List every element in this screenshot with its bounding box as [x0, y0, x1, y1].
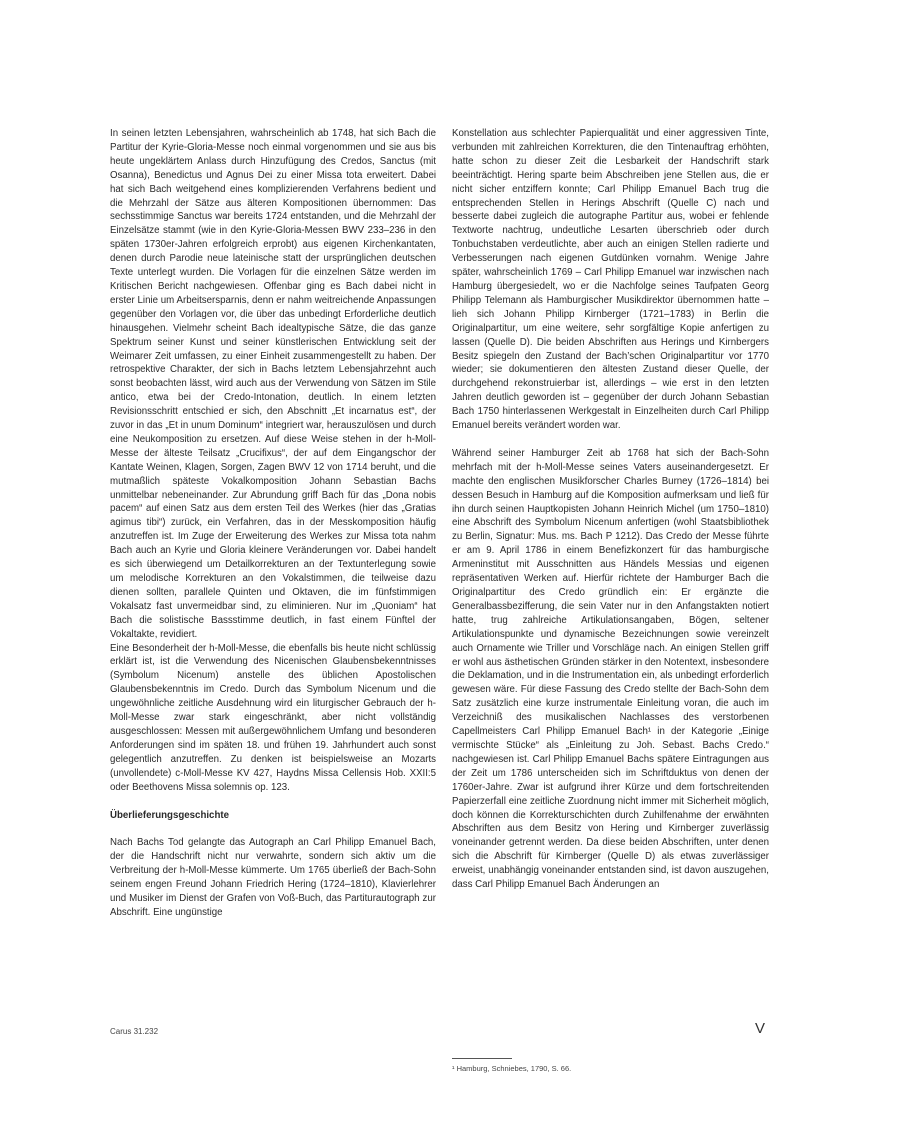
left-column [110, 127, 436, 920]
right-column [452, 127, 769, 892]
paragraph: Konstellation aus schlechter Papierqualität und einer aggressiven Tinte, verbunden mit zahlreichen Korrekturen, die den Tintenauftrag erhöhten, hatte schon zu dieser Zeit die Lesbarkeit der Handschrift stark beeinträchtigt. Hering sparte beim Abschreiben jene Stellen aus, die er nicht sicher entziffern konnte; Carl Philipp Emanuel Bach trug die entsprechenden Stellen in Herings Abschrift (Quelle C) nach und besserte dabei zugleich die autographe Partitur aus, wobei er fehlende Textworte nachtrug, undeutliche Lesarten überschrieb oder durch Tonbuchstaben verdeutlichte, aber auch an einigen Stellen radierte und Verbesserungen nach eigenen Gutdünken vornahm. Wenige Jahre später, wahrscheinlich 1769 – Carl Philipp Emanuel war inzwischen nach Hamburg übergesiedelt, wo er die Nachfolge seines Taufpaten Georg Philipp Telemann als Hamburgischer Musikdirektor übernommen hatte – lieh sich Johann Philipp Kirnberger (1721–1783) in Berlin die Originalpartitur, um eine weitere, sehr sorgfältige Kopie anfertigen zu lassen (Quelle D). Die beiden Abschriften aus Herings und Kirnbergers Besitz spiegeln den Zustand der Bach’schen Originalpartitur vor 1770 wieder; sie dokumentieren den ältesten Zustand dieser Quelle, der durchgehend rekonstruierbar ist, allerdings – wie erst in den letzten Jahren deutlich geworden ist – gegenüber der durch Johann Sebastian Bach 1750 hinterlassenen Werkgestalt in Einzelheiten durch Carl Philipp Emanuel bereits verändert worden war. [452, 128, 769, 432]
paragraph: Eine Besonderheit der h-Moll-Messe, die ebenfalls bis heute nicht schlüssig erklärt ist, ist die Verwendung des Nicenischen Glaubensbekenntnisses (Symbolum Nicenum) anstelle des üblichen Apostolischen Glaubensbekenntnis im Credo. Durch das Symbolum Nicenum und die ungewöhnliche zeitliche Ausdehnung wird ein liturgischer Gebrauch der h-Moll-Messe zwar stark eingeschränkt, aber nicht vollständig ausgeschlossen: Messen mit außergewöhnlichem Umfang und besonderen Anforderungen sind im späten 18. und frühen 19. Jahrhundert auch sonst gelegentlich anzutreffen. Zu denken ist beispielsweise an Mozarts (unvollendete) c-Moll-Messe KV 427, Haydns Missa Cellensis Hob. XXII:5 oder Beethovens Missa solemnis op. 123. [110, 642, 436, 793]
paragraph: Nach Bachs Tod gelangte das Autograph an Carl Philipp Emanuel Bach, der die Handschrift nicht nur verwahrte, sondern sich aktiv um die Verbreitung der h-Moll-Messe kümmerte. Um 1765 überließ der Bach-Sohn seinem engen Freund Johann Friedrich Hering (1724–1810), Klavierlehrer und Musiker im Dienst der Grafen von Voß-Buch, das Partiturautograph zur Abschrift. Eine ungünstige [110, 837, 436, 918]
section-heading: Überlieferungsgeschichte [110, 809, 229, 821]
paragraph: In seinen letzten Lebensjahren, wahrscheinlich ab 1748, hat sich Bach die Partitur der Kyrie-Gloria-Messe noch einmal vorgenommen und sie aus bis heute ungeklärtem Anlass durch Hinzufügung des Credos, Sanctus (mit Osanna), Benedictus und Agnus Dei zu einer Missa tota erweitert. Dabei hat sich Bach weitgehend eines komplizierenden Verfahrens bedient und die Mehrzahl der Sätze aus älteren Kompositionen übernommen: Das sechsstimmige Sanctus war bereits 1724 entstanden, und die Mehrzahl der Einzelsätze stammt (wie in den Kyrie-Gloria-Messen BWV 233–236 in den späten 1730er-Jahren erfolgreich erprobt) aus eigenen Kirchenkantaten, denen durch Parodie neue lateinische statt der ursprünglichen deutschen Texte unterlegt wurden. Die Vorlagen für die einzelnen Sätze werden im Kritischen Bericht nachgewiesen. Offenbar ging es Bach dabei nicht in erster Linie um Arbeitsersparnis, denn er nahm weitreichende Anpassungen gegenüber den Vorlagen vor, die über das unbedingt Erforderliche deutlich hinausgehen. Vielmehr scheint Bach idealtypische Sätze, die das ganze Spektrum seiner Kunst und seiner künstlerischen Entwicklung seit der Weimarer Zeit umfassen, zu einer Einheit zusammengestellt zu haben. Der retrospektive Charakter, der sich in Bachs letztem Lebensjahrzehnt auch sonst beobachten lässt, wird auch aus der Verwendung von Sätzen im Stile antico, etwa bei der Credo-Intonation, deutlich. In einem letzten Revisionsschritt entschied er sich, den Abschnitt „Et incarnatus est“, der zuvor in das „Et in unum Dominum“ integriert war, herauszulösen und durch eine Neukomposition zu ersetzen. Auf diese Weise stehen in der h-Moll-Messe der älteste Teilsatz „Crucifixus“, der auf dem Eingangschor der Kantate Weinen, Klagen, Sorgen, Zagen BWV 12 von 1714 beruht, und die mutmaßlich späteste Vokalkomposition Johann Sebastian Bachs unmittelbar nebeneinander. Zur Abrundung griff Bach für das „Dona nobis pacem“ auf einen Satz aus dem ersten Teil des Werkes (hier das „Gratias agimus tibi“) zurück, ein Verfahren, das in der Messkomposition häufig anzutreffen ist. Im Zuge der Erweiterung des Werkes zur Missa tota nahm Bach auch an Kyrie und Gloria kleinere Veränderungen vor. Dabei handelt es sich überwiegend um Detailkorrekturen an der Textunterlegung sowie um melodische Korrekturen an den Vokalstimmen, die teilweise dazu dienen sollten, parallele Quinten und Oktaven, die im fünfstimmigen Vokalsatz fast unvermeidbar sind, zu eliminieren. Nur im „Quoniam“ hat Bach die solistische Bassstimme deutlich, in fast einem Fünftel der Vokaltakte, revidiert. [110, 128, 436, 640]
page-number: V [755, 1020, 766, 1037]
publisher-reference: Carus 31.232 [110, 1027, 159, 1036]
footnote: ¹ Hamburg, Schniebes, 1790, S. 66. [452, 1064, 572, 1073]
footnote-divider [452, 1058, 512, 1059]
paragraph: Während seiner Hamburger Zeit ab 1768 hat sich der Bach-Sohn mehrfach mit der h-Moll-Messe seines Vaters auseinandergesetzt. Er machte den englischen Musikforscher Charles Burney (1726–1814) bei dessen Besuch in Hamburg auf die Komposition aufmerksam und ließ für ihn durch seinen Hauptkopisten Johann Heinrich Michel (um 1750–1810) eine Abschrift des Symbolum Nicenum anfertigen (wohl Staatsbibliothek zu Berlin, Signatur: Mus. ms. Bach P 1212). Das Credo der Messe führte er am 9. April 1786 in einem Benefizkonzert für das hamburgische Armeninstitut mit Ausschnitten aus Händels Messias und eigenen repräsentativen Werken auf. Hierfür richtete der Hamburger Bach die Originalpartitur des Credo gründlich ein: Er ergänzte die Generalbassbezifferung, die sein Vater nur in den Anfangstakten notiert hatte, trug zahlreiche Artikulationsangaben, Bögen, seltener Artikulationspunkte und dynamische Bezeichnungen sowie vereinzelt auch Ornamente wie Triller und Vorschläge nach. An einigen Stellen griff er wohl aus ästhetischen Gründen stärker in den Notentext, insbesondere die Deklamation, und in die Instrumentation ein, als unbedingt erforderlich gewesen wäre. Für diese Fassung des Credo stellte der Bach-Sohn dem Satz zusätzlich eine kurze instrumentale Einleitung voran, die auch im Verzeichniß des musikalischen Nachlasses des verstorbenen Capellmeisters Carl Philipp Emanuel Bach¹ in der Kategorie „Einige vermischte Stücke“ als „Einleitung zu Joh. Sebast. Bachs Credo.“ nachgewiesen ist. Carl Philipp Emanuel Bachs spätere Eintragungen aus der Zeit um 1786 unterscheiden sich im Schriftduktus von denen der 1760er-Jahre. Zwar ist aufgrund ihrer Kürze und dem fortschreitenden Papierzerfall eine zeitliche Zuordnung nicht immer mit Sicherheit möglich, doch können die Korrekturschichten durch Zuhilfenahme der erwähnten Abschriften aus dem Besitz von Hering und Kirnberger zuverlässig voneinander getrennt werden. Da diese beiden Abschriften, unter denen sich die Abschrift für Kirnberger (Quelle D) als etwas zuverlässiger erweist, unabhängig voneinander entstanden sind, ist davon auszugehen, dass Carl Philipp Emanuel Bach Änderungen an [452, 447, 769, 891]
